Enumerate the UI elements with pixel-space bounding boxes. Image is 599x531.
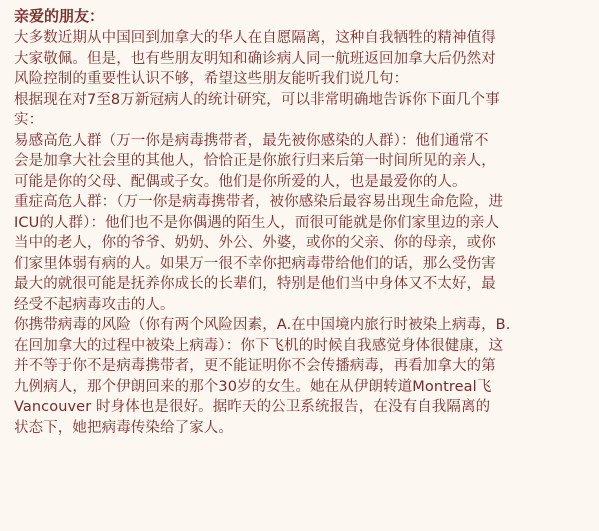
- paragraph-carrier-risk: 你携带病毒的风险（你有两个风险因素，A.在中国境内旅行时被染上病毒，B. 在回加拿大的过程中被染上病毒）：你下飞机的时候自我感觉身体很健康，这 并不等于你不是病毒携带者，更不能证明你不会传播病毒，再看加拿大的第 九例病人，那个伊朗回来的那个30岁的女生。她在从伊朗转道Montreal飞 Vancouver 时身体也是很好。据昨天的公卫系统报告，在没有自我隔离的 状态下，她把病毒传染给了家人。: [14, 317, 511, 436]
- paragraph-statistics-intro: 根据现在对7至8万新冠病人的统计研究，可以非常明确地告诉你下面几个事 实：: [14, 91, 500, 128]
- paragraph-severe-risk-group: 重症高危人群：（万一你是病毒携带者，被你感染后最容易出现生命危险，进 ICU的人群）：他们也不是你偶遇的陌生人，而很可能就是你们家里边的亲人 当中的老人，你的爷爷、奶奶、外公、外婆，或你的父亲、你的母亲，或你 们家里体弱有病的人。如果万一很不幸你把病毒带给他们的话，那么受伤害 最大的就很可能是抚养你成长的长辈们，特别是他们当中身体又不太好，最 经受不起病毒攻击的人。: [14, 194, 504, 313]
- paragraph-susceptible-group: 易感高危人群（万一你是病毒携带者，最先被你感染的人群）：他们通常不 会是加拿大社会里的其他人，恰恰正是你旅行归来后第一时间所见的亲人， 可能是你的父母、配偶或子女。他们是你所爱的人，也是最爱你的人。: [14, 132, 496, 190]
- paragraph-self-isolation: 大多数近期从中国回到加拿大的华人在自愿隔离，这种自我牺牲的精神值得 大家敬佩。但是，也有些朋友明知和确诊病人同一航班返回加拿大后仍然对 风险控制的重要性认识不够，希望这些朋友能听我们说几句：: [14, 30, 496, 87]
- letter-greeting: 亲爱的朋友：: [14, 7, 105, 25]
